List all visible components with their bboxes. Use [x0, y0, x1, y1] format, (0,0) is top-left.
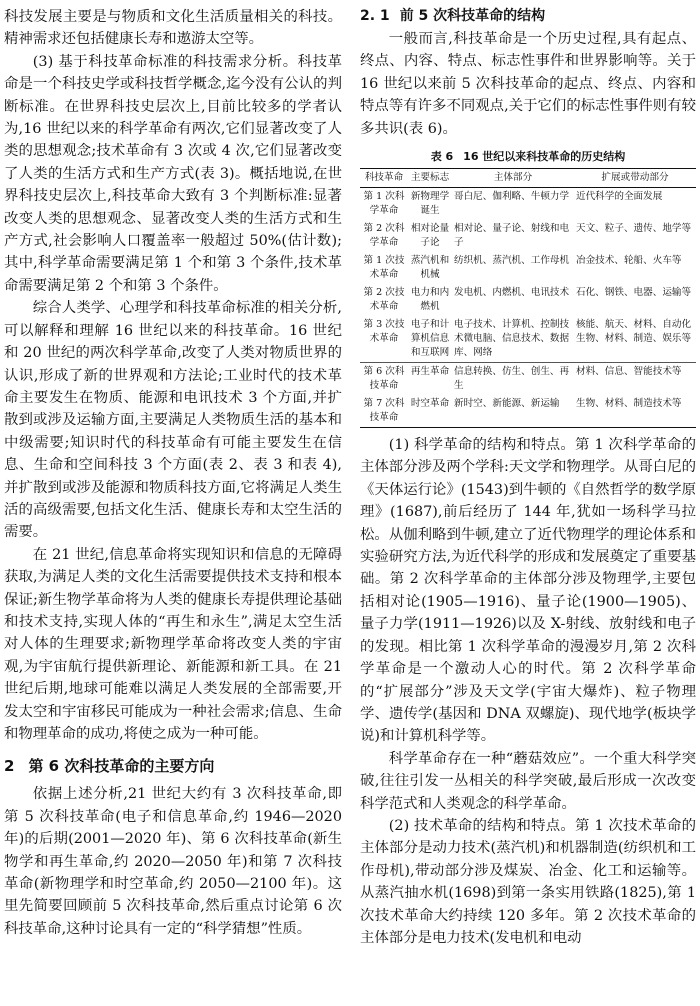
- table-cell: 新时空、新能源、新运输: [454, 398, 560, 410]
- table-cell: 相对论、量子论、射线和电子: [454, 223, 570, 249]
- table-header: 科技革命: [360, 169, 408, 188]
- table-cell: 第 7 次科技革命: [363, 398, 405, 424]
- table-cell: 时空革命: [410, 398, 450, 410]
- subsection-title: 前 5 次科技革命的结构: [399, 8, 546, 24]
- paragraph: 综合人类学、心理学和科技革命标准的相关分析,可以解释和理解 16 世纪以来的科技革命。16 世纪和 20 世纪的两次科学革命,改变了人类对物质世界的认识,形成了新的世界观和方法论;工业时代的技术革命主要发生在物质、能源和电讯技术 3 个方面,并扩散到或涉及运输方面,主要满足人类物质生活的基本和中级需要;知识时代的科技革命有可能主要发生在信息、生命和空间科技 3 个方面(表 2、表 3 和表 4),并扩散到或涉及能源和物质科技方面,它将满足人类生活的高级需要,包括文化生活、健康长寿和太空生活的需要。: [4, 300, 342, 541]
- table-cell: 第 3 次技术革命: [363, 319, 405, 345]
- left-column: [4, 6, 342, 940]
- table-cell: 材料、信息、智能技术等: [574, 363, 696, 396]
- paragraph: 一般而言,科技革命是一个历史过程,具有起点、终点、内容、特点、标志性事件和世界影响等。关于 16 世纪以来前 5 次科技革命的起点、终点、内容和特点等有许多不同观点,关于它们的标志性事件则有较多共识(表 6)。: [360, 31, 696, 137]
- section-number: 2: [4, 757, 15, 776]
- table-cell: 第 1 次技术革命: [363, 255, 405, 281]
- table-cell: 核能、航天、材料、自动化生物、材料、制造、娱乐等: [576, 319, 692, 345]
- table-row: [360, 363, 696, 396]
- table-cell: 发电机、内燃机、电讯技术: [454, 287, 570, 299]
- right-column: [360, 6, 696, 949]
- paragraph: (3) 基于科技革命标准的科技需求分析。科技革命是一个科技史学或科技哲学概念,迄今没有公认的判断标准。在世界科技史层次上,目前比较多的学者认为,16 世纪以来的科学革命有两次,它们显著改变了人类的思想观念;技术革命有 3 次或 4 次,它们显著改变了人类的生活方式和生产方式(表 3)。概括地说,在世界科技史层次上,科技革命大致有 3 个判断标准:显著改变人类的思想观念、显著改变人类的生活方式和生产方式,社会影响人口覆盖率一般超过 50%(估计数);其中,科学革命需要满足第 1 个和第 3 个条件,技术革命需要满足第 2 个和第 3 个条件。: [4, 53, 342, 294]
- table-header: 主体部分: [452, 169, 574, 188]
- table-row: [360, 220, 696, 252]
- table-header: 扩展或带动部分: [574, 169, 696, 188]
- paragraph: (2) 技术革命的结构和特点。第 1 次技术革命的主体部分是动力技术(蒸汽机)和机器制造(纺织机和工作母机),带动部分涉及煤炭、冶金、化工和运输等。从蒸汽抽水机(1698)到第一条实用铁路(1825),第 1 次技术革命大约持续 120 多年。第 2 次技术革命的主体部分是电力技术(发电机和电动: [360, 817, 696, 946]
- table-row: [360, 395, 696, 428]
- table-cell: 新物理学诞生: [410, 191, 450, 217]
- table-cell: 第 6 次科技革命: [360, 363, 408, 396]
- table-row: [360, 284, 696, 316]
- table-cell: 纺织机、蒸汽机、工作母机: [454, 255, 570, 267]
- table-cell: 第 2 次科学革命: [363, 223, 405, 249]
- table-cell: 第 1 次科学革命: [363, 191, 405, 217]
- table-cell: 石化、钢铁、电器、运输等: [576, 287, 692, 299]
- table-cell: 近代科学的全面发展: [576, 191, 663, 203]
- table-cell: 哥白尼、伽利略、牛顿力学: [454, 191, 570, 203]
- table-cell: 电子技术、计算机、控制技术微电脑、信息技术、数据库、网络: [454, 319, 570, 359]
- table-cell: 电子和计算机信息和互联网: [410, 319, 450, 359]
- table-header-row: [360, 169, 696, 188]
- table-header: 主要标志: [408, 169, 452, 188]
- table-cell: 生物、材料、制造技术等: [576, 398, 682, 410]
- table-caption: [360, 148, 696, 164]
- table-cell: 蒸汽机和机械: [410, 255, 450, 281]
- table-cell: 相对论量子论: [410, 223, 450, 249]
- history-table: [360, 168, 696, 428]
- table-cell: 再生革命: [408, 363, 452, 396]
- section-heading: [4, 755, 342, 777]
- table-row: [360, 316, 696, 363]
- paragraph: 科技发展主要是与物质和文化生活质量相关的科技。精神需求还包括健康长寿和遨游太空等。: [4, 9, 342, 48]
- table-cell: 天文、粒子、遗传、地学等: [576, 223, 692, 235]
- table-cell: 冶金技术、轮船、火车等: [576, 255, 682, 267]
- table-cell: 电力和内燃机: [410, 287, 450, 313]
- subsection-number: 2. 1: [360, 8, 390, 24]
- paragraph: (1) 科学革命的结构和特点。第 1 次科学革命的主体部分涉及两个学科:天文学和物理学。从哥白尼的《天体运行论》(1543)到牛顿的《自然哲学的数学原理》(1687),前后经历了 144 年,犹如一场科学马拉松。从伽利略到牛顿,建立了近代物理学的理论体系和实验研究方法,为近代科学的形成和发展奠定了重要基础。第 2 次科学革命的主体部分涉及物理学,主要包括相对论(1905—1916)、量子论(1900—1905)、量子力学(1911—1926)以及 X-射线、放射线和电子的发现。相比第 1 次科学革命的漫漫岁月,第 2 次科学革命是一个激动人心的时代。第 2 次科学革命的“扩展部分”涉及天文学(宇宙大爆炸)、粒子物理学、遗传学(基因和 DNA 双螺旋)、现代地学(板块学说)和计算机科学等。: [360, 437, 696, 745]
- table-row: [360, 188, 696, 221]
- table-cell: 信息转换、仿生、创生、再生: [452, 363, 574, 396]
- table-number: 表 6: [430, 150, 454, 164]
- table-cell: 第 2 次技术革命: [363, 287, 405, 313]
- subsection-heading: [360, 6, 696, 26]
- paragraph: 在 21 世纪,信息革命将实现知识和信息的无障碍获取,为满足人类的文化生活需要提供技术支持和根本保证;新生物学革命将为人类的健康长寿提供理论基础和技术支持,实现人体的“再生和永生”,满足太空生活对人体的生理要求;新物理学革命将改变人类的宇宙观,为宇宙航行提供新理论、新能源和新工具。在 21 世纪后期,地球可能难以满足人类发展的全部需要,开发太空和宇宙移民可能成为一种社会需求;信息、生命和物理革命的成功,将使之成为一种可能。: [4, 546, 342, 742]
- section-title: 第 6 次科技革命的主要方向: [28, 757, 215, 776]
- table-title: 16 世纪以来科技革命的历史结构: [463, 150, 626, 164]
- paragraph: 依据上述分析,21 世纪大约有 3 次科技革命,即第 5 次科技革命(电子和信息革命,约 1946—2020 年)的后期(2001—2020 年)、第 6 次科技革命(新生物学和再生革命,约 2020—2050 年)和第 7 次科技革命(新物理学和时空革命,约 2050—2100 年)。这里先简要回顾前 5 次科技革命,然后重点讨论第 6 次科技革命,这种讨论具有一定的“科学猜想”性质。: [4, 786, 342, 937]
- table-row: [360, 252, 696, 284]
- paragraph: 科学革命存在一种“蘑菇效应”。一个重大科学突破,往往引发一丛相关的科学突破,最后形成一次改变科学范式和人类观念的科学革命。: [360, 750, 696, 812]
